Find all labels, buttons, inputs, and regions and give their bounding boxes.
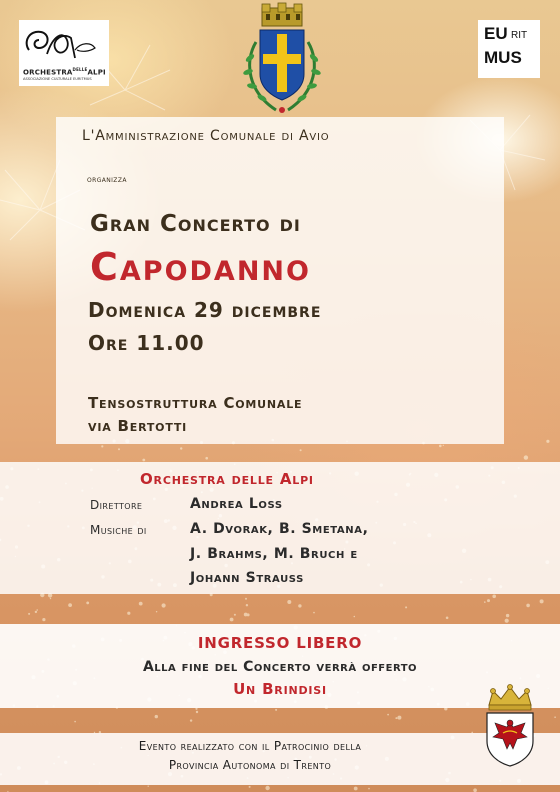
glitter-dot [245,598,247,600]
free-entry-text: INGRESSO LIBERO [197,634,363,652]
glitter-dot [484,601,486,603]
glitter-dot [101,445,103,447]
concert-name: Capodanno [90,245,311,289]
glitter-dot [524,455,528,459]
glitter-dot [196,711,198,713]
venue-address: via Bertotti [88,417,188,435]
glitter-dot [180,447,182,449]
composers-line: A. Dvorak, B. Smetana, [190,521,369,537]
glitter-dot [246,604,248,606]
orchestra-delle-alpi-logo [19,20,109,86]
glitter-dot [234,614,236,616]
glitter-dot [354,616,356,618]
glitter-dot [492,595,496,599]
glitter-dot [405,606,407,608]
offer-text: Alla fine del Concerto verrà offerto [142,659,418,675]
glitter-dot [473,788,477,792]
glitter-dot [554,716,556,718]
toast-text: Un Brindisi [233,680,327,698]
glitter-dot [313,612,315,614]
administration-text: L'Amministrazione Comunale di Avio [82,128,330,144]
euritmus-logo-line1: EU [484,24,508,43]
glitter-dot [397,716,401,720]
concert-title: Gran Concerto di [90,211,301,237]
logo-brand-end: ALPI [87,68,106,77]
glitter-dot [205,457,208,460]
logo-subtitle: ASSOCIAZIONE CULTURALE EURITMUS [23,77,92,81]
glitter-dot [68,603,72,607]
glitter-dot [28,613,30,615]
glitter-dot [298,604,301,607]
patronage-line1: Evento realizzato con il Patrocinio della [138,739,362,753]
glitter-dot [230,618,234,622]
logo-brand-small: DELLE [72,67,88,72]
glitter-dot [86,602,89,605]
glitter-dot [190,719,192,721]
glitter-dot [35,611,37,613]
avio-crest-icon [232,2,332,128]
orchestra-name: Orchestra delle Alpi [140,470,314,488]
glitter-dot [118,448,120,450]
trento-crest-icon [481,683,539,767]
glitter-dot [443,445,444,446]
glitter-dot [195,708,197,710]
glitter-dot [127,612,130,615]
patronage-line2: Provincia Autonoma di Trento [168,758,332,772]
glitter-dot [50,598,51,599]
glitter-dot [287,600,291,604]
glitter-dot [249,786,251,788]
glitter-dot [300,449,302,451]
venue-name: Tensostruttura Comunale [88,394,303,412]
glitter-dot [487,599,490,602]
logo-brand-main: ORCHESTRA [23,68,73,77]
glitter-dot [506,614,509,617]
composers-line: Johann Strauss [190,570,304,586]
composers-line: J. Brahms, M. Bruch e [190,546,358,562]
glitter-dot [505,619,509,623]
event-date: Domenica 29 dicembre [88,298,322,322]
glitter-dot [139,602,143,606]
euritmus-logo [478,20,540,78]
glitter-dot [354,787,358,791]
event-time: Ore 11.00 [88,331,205,355]
glitter-dot [546,440,549,443]
glitter-dot [74,721,76,723]
organizes-text: organizza [87,175,127,185]
glitter-dot [155,715,158,718]
director-name: Andrea Loss [190,496,283,512]
glitter-dot [142,459,145,462]
glitter-dot [526,604,530,608]
treble-clef-logo-icon [19,20,109,68]
glitter-dot [387,714,389,716]
glitter-dot [247,613,250,616]
director-label: Direttore [90,498,143,512]
music-label: Musiche di [90,523,147,537]
glitter-dot [446,617,449,620]
glitter-dot [265,786,269,790]
glitter-dot [156,611,157,612]
euritmus-logo-small: RIT [511,30,528,41]
glitter-dot [368,788,370,790]
glitter-dot [36,609,38,611]
euritmus-logo-line2: MUS [484,48,522,67]
glitter-dot [540,599,544,603]
glitter-dot [275,709,277,711]
glitter-dot [42,618,45,621]
glitter-dot [439,445,442,448]
glitter-dot [162,603,166,607]
glitter-dot [395,717,397,719]
glitter-dot [148,786,149,787]
